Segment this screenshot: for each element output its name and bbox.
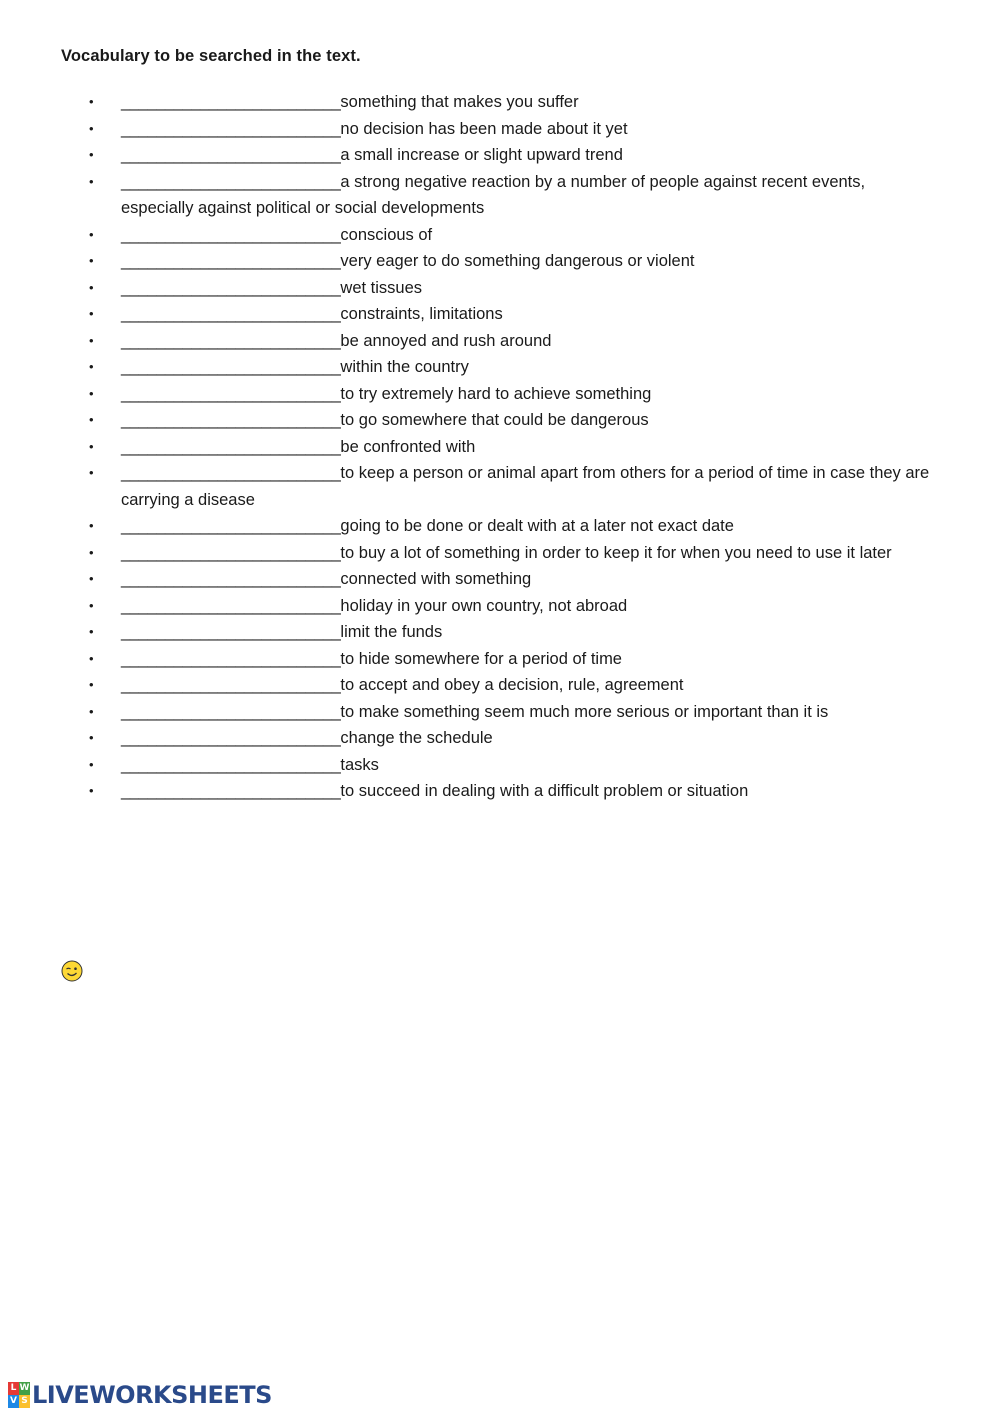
definition-text: to buy a lot of something in order to keep it for when you need to use it later [340, 543, 892, 562]
vocab-item [0, 169, 1000, 222]
vocab-item [0, 619, 1000, 646]
vocab-item [0, 540, 1000, 567]
answer-blank[interactable]: _________________________ [121, 331, 341, 350]
definition-text: to try extremely hard to achieve something [340, 384, 652, 403]
definition-text: change the schedule [340, 729, 493, 747]
vocab-item [0, 248, 1000, 275]
answer-blank[interactable]: _________________________ [121, 172, 341, 191]
vocab-item [0, 752, 1000, 779]
vocabulary-list [0, 89, 1000, 805]
answer-blank[interactable]: _________________________ [121, 119, 341, 138]
bullet-icon: • [89, 147, 94, 162]
bullet-icon: • [89, 730, 94, 745]
answer-blank[interactable]: _________________________ [121, 623, 341, 641]
bullet-icon: • [89, 120, 94, 136]
vocab-item [0, 116, 1000, 143]
vocab-item [0, 699, 1000, 726]
answer-blank[interactable]: _________________________ [121, 305, 341, 323]
definition-text: to succeed in dealing with a difficult problem or situation [340, 782, 749, 800]
bullet-icon: • [89, 783, 94, 798]
vocab-item [0, 593, 1000, 620]
vocab-item [0, 222, 1000, 249]
answer-blank[interactable]: _________________________ [121, 464, 341, 482]
bullet-icon: • [89, 385, 94, 401]
answer-blank[interactable]: _________________________ [121, 755, 341, 774]
vocab-item [0, 778, 1000, 805]
answer-blank[interactable]: _________________________ [121, 411, 341, 429]
definition-text: to make something seem much more serious or important than it is [340, 702, 829, 721]
definition-text: within the country [340, 358, 469, 376]
logo-letter-v: V [8, 1395, 19, 1408]
bullet-icon: • [89, 332, 94, 348]
vocab-item [0, 407, 1000, 434]
bullet-icon: • [89, 650, 94, 666]
definition-text: wet tissues [340, 278, 423, 297]
definition-text: no decision has been made about it yet [340, 119, 628, 138]
definition-text: be confronted with [340, 437, 476, 456]
bullet-icon: • [89, 677, 94, 692]
bullet-icon: • [89, 359, 94, 374]
bullet-icon: • [89, 624, 94, 639]
definition-text: limit the funds [340, 623, 443, 641]
definition-text: something that makes you suffer [340, 93, 579, 111]
bullet-icon: • [89, 571, 94, 586]
definition-text: to hide somewhere for a period of time [340, 649, 622, 668]
definition-text: a strong negative reaction by a number of people against recent events, especially against political or social developments [121, 172, 866, 217]
logo-letter-w: W [19, 1383, 30, 1393]
definition-text: constraints, limitations [340, 305, 503, 323]
answer-blank[interactable]: _________________________ [121, 702, 341, 721]
liveworksheets-logo-icon [8, 1382, 30, 1408]
vocab-item [0, 646, 1000, 673]
answer-blank[interactable]: _________________________ [121, 543, 341, 562]
logo-text: LIVEWORKSHEETS [32, 1381, 272, 1409]
vocab-item [0, 301, 1000, 328]
definition-text: to accept and obey a decision, rule, agreement [340, 676, 684, 694]
answer-blank[interactable]: _________________________ [121, 517, 341, 535]
logo-letter-l: L [8, 1382, 19, 1395]
answer-blank[interactable]: _________________________ [121, 225, 341, 244]
definition-text: be annoyed and rush around [340, 331, 552, 350]
definition-text: holiday in your own country, not abroad [340, 596, 628, 615]
answer-blank[interactable]: _________________________ [121, 729, 341, 747]
answer-blank[interactable]: _________________________ [121, 782, 341, 800]
vocab-item [0, 328, 1000, 355]
vocab-item [0, 566, 1000, 593]
bullet-icon: • [89, 544, 94, 560]
bullet-icon: • [89, 597, 94, 613]
answer-blank[interactable]: _________________________ [121, 437, 341, 456]
bullet-icon: • [89, 173, 94, 189]
answer-blank[interactable]: _________________________ [121, 384, 341, 403]
vocab-item [0, 89, 1000, 116]
answer-blank[interactable]: _________________________ [121, 596, 341, 615]
definition-text: tasks [340, 755, 379, 774]
vocab-item [0, 434, 1000, 461]
vocab-item [0, 381, 1000, 408]
definition-text: a small increase or slight upward trend [340, 146, 623, 164]
vocab-item [0, 460, 1000, 513]
vocab-item [0, 725, 1000, 752]
definition-text: going to be done or dealt with at a later not exact date [340, 517, 734, 535]
vocab-item [0, 142, 1000, 169]
vocab-item [0, 672, 1000, 699]
answer-blank[interactable]: _________________________ [121, 676, 341, 694]
winking-face-icon [61, 960, 83, 982]
bullet-icon: • [89, 703, 94, 719]
definition-text: connected with something [340, 570, 532, 588]
answer-blank[interactable]: _________________________ [121, 649, 341, 668]
logo-letter-s: S [19, 1395, 30, 1408]
bullet-icon: • [89, 438, 94, 454]
answer-blank[interactable]: _________________________ [121, 252, 341, 270]
bullet-icon: • [89, 465, 94, 480]
definition-text: to keep a person or animal apart from others for a period of time in case they are carrying a disease [121, 464, 930, 509]
bullet-icon: • [89, 518, 94, 533]
answer-blank[interactable]: _________________________ [121, 358, 341, 376]
bullet-icon: • [89, 756, 94, 772]
bullet-icon: • [89, 253, 94, 268]
answer-blank[interactable]: _________________________ [121, 146, 341, 164]
vocab-item [0, 275, 1000, 302]
vocab-item [0, 513, 1000, 540]
bullet-icon: • [89, 279, 94, 295]
definition-text: very eager to do something dangerous or violent [340, 252, 695, 270]
definition-text: to go somewhere that could be dangerous [340, 411, 649, 429]
liveworksheets-logo [8, 1380, 272, 1410]
bullet-icon: • [89, 226, 94, 242]
definition-text: conscious of [340, 225, 433, 244]
bullet-icon: • [89, 412, 94, 427]
bullet-icon: • [89, 306, 94, 321]
vocab-item [0, 354, 1000, 381]
answer-blank[interactable]: _________________________ [121, 278, 341, 297]
answer-blank[interactable]: _________________________ [121, 93, 341, 111]
answer-blank[interactable]: _________________________ [121, 570, 341, 588]
bullet-icon: • [89, 94, 94, 109]
worksheet-title: Vocabulary to be searched in the text. [61, 47, 361, 65]
